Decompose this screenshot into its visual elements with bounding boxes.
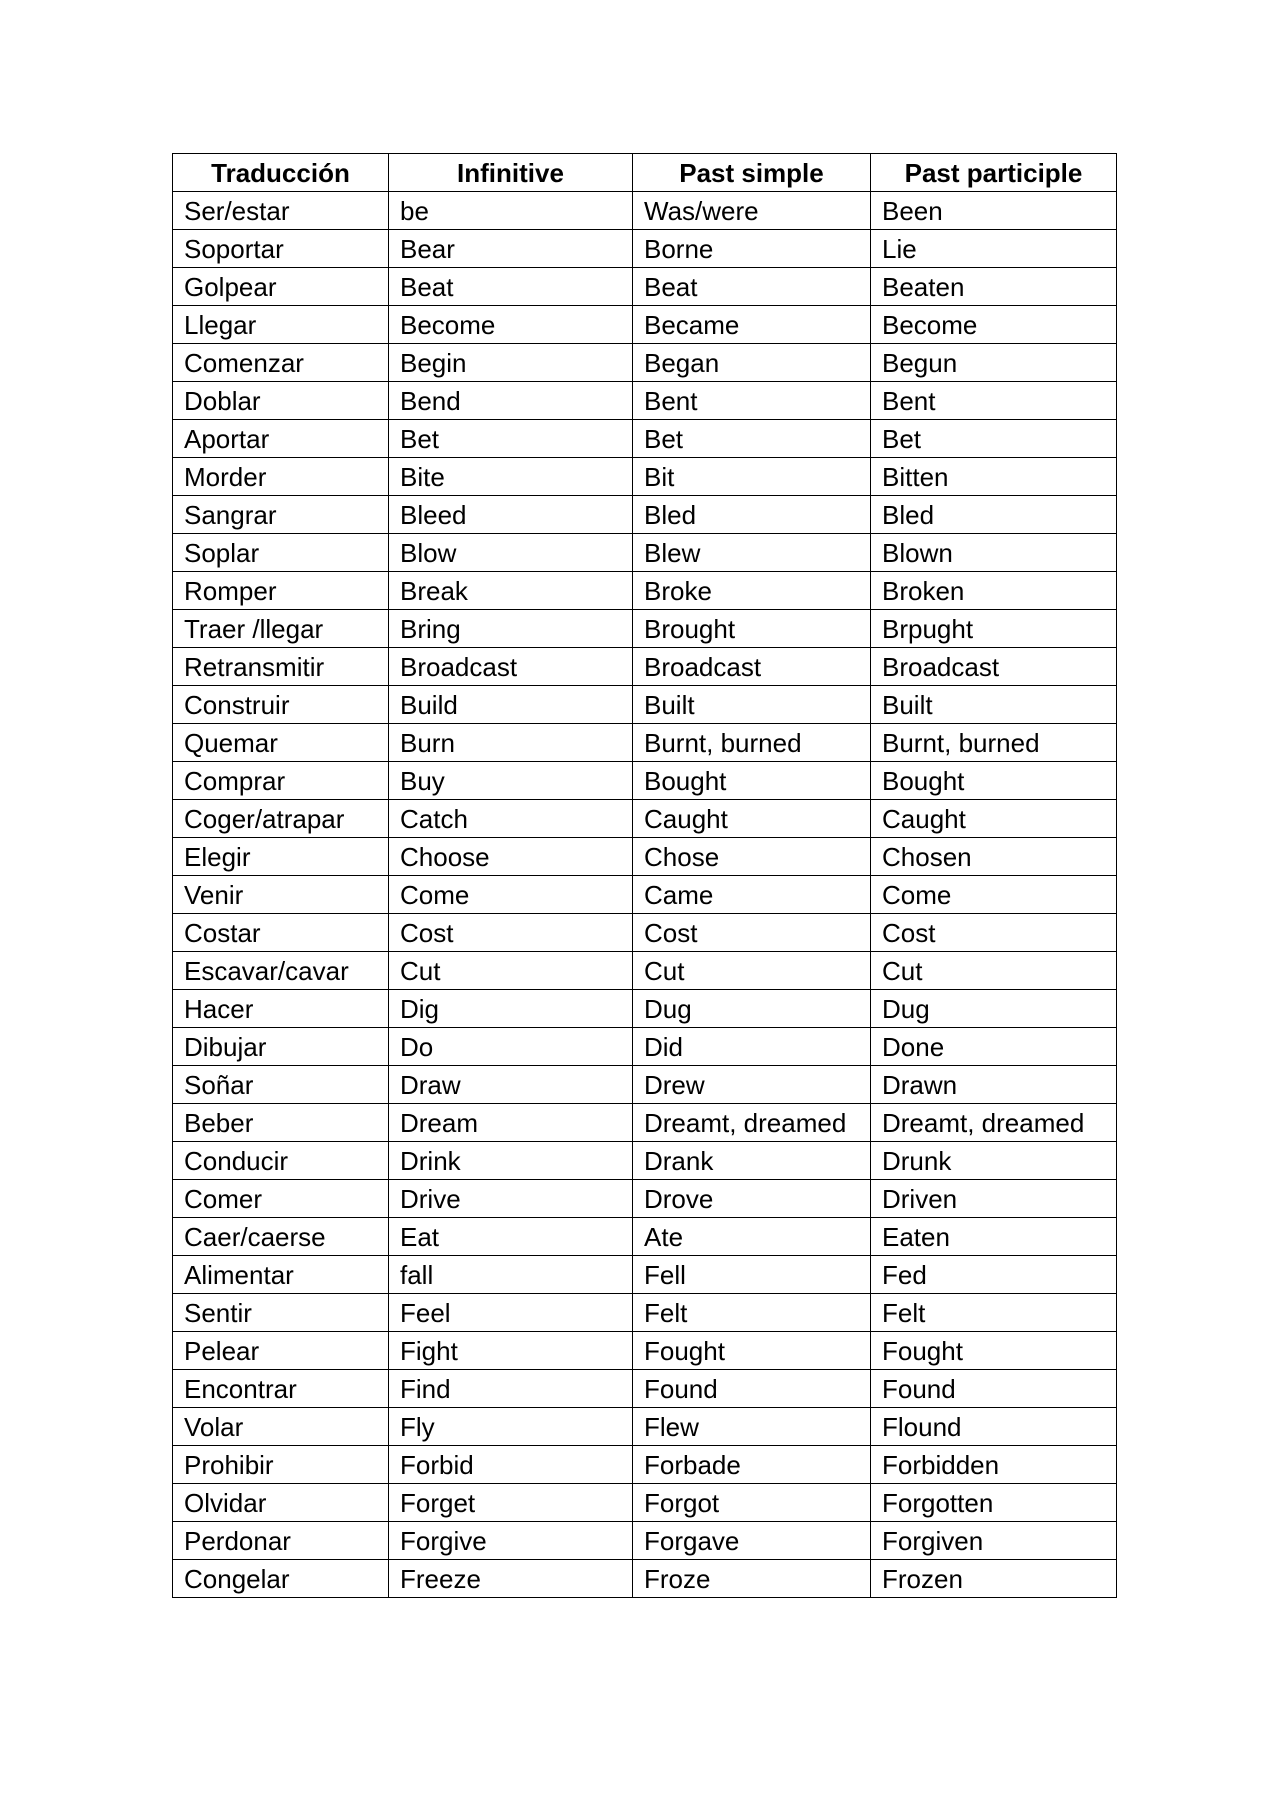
header-past-simple: Past simple [633,154,871,192]
header-traduccion: Traducción [173,154,389,192]
past-participle-cell: Fought [871,1332,1117,1370]
infinitive-cell: Do [389,1028,633,1066]
past-participle-cell: Come [871,876,1117,914]
past-simple-cell: Did [633,1028,871,1066]
table-row [173,1370,1117,1408]
infinitive-cell: be [389,192,633,230]
table-row [173,420,1117,458]
past-participle-cell: Lie [871,230,1117,268]
past-simple-cell: Drove [633,1180,871,1218]
infinitive-cell: Blow [389,534,633,572]
traduccion-cell: Caer/caerse [173,1218,389,1256]
table-row [173,762,1117,800]
header-row [173,154,1117,192]
traduccion-cell: Costar [173,914,389,952]
traduccion-cell: Comer [173,1180,389,1218]
traduccion-cell: Beber [173,1104,389,1142]
table-row [173,838,1117,876]
past-participle-cell: Bet [871,420,1117,458]
traduccion-cell: Coger/atrapar [173,800,389,838]
table-row [173,648,1117,686]
table-row [173,1446,1117,1484]
past-participle-cell: Burnt, burned [871,724,1117,762]
traduccion-cell: Morder [173,458,389,496]
infinitive-cell: Begin [389,344,633,382]
table-row [173,534,1117,572]
table-row [173,458,1117,496]
traduccion-cell: Sentir [173,1294,389,1332]
past-simple-cell: Forbade [633,1446,871,1484]
past-simple-cell: Came [633,876,871,914]
past-simple-cell: Was/were [633,192,871,230]
past-simple-cell: Began [633,344,871,382]
past-participle-cell: Drawn [871,1066,1117,1104]
traduccion-cell: Golpear [173,268,389,306]
infinitive-cell: Eat [389,1218,633,1256]
infinitive-cell: Fight [389,1332,633,1370]
infinitive-cell: Bet [389,420,633,458]
traduccion-cell: Prohibir [173,1446,389,1484]
past-simple-cell: Bet [633,420,871,458]
past-simple-cell: Cut [633,952,871,990]
infinitive-cell: Choose [389,838,633,876]
past-simple-cell: Drank [633,1142,871,1180]
traduccion-cell: Elegir [173,838,389,876]
table-row [173,1408,1117,1446]
irregular-verbs-table [172,153,1117,1598]
infinitive-cell: Bite [389,458,633,496]
table-row [173,230,1117,268]
traduccion-cell: Ser/estar [173,192,389,230]
past-participle-cell: Beaten [871,268,1117,306]
past-simple-cell: Blew [633,534,871,572]
past-participle-cell: Bent [871,382,1117,420]
traduccion-cell: Dibujar [173,1028,389,1066]
past-simple-cell: Bent [633,382,871,420]
past-participle-cell: Bought [871,762,1117,800]
table-row [173,344,1117,382]
table-row [173,1256,1117,1294]
traduccion-cell: Construir [173,686,389,724]
past-simple-cell: Chose [633,838,871,876]
traduccion-cell: Venir [173,876,389,914]
traduccion-cell: Congelar [173,1560,389,1598]
past-participle-cell: Blown [871,534,1117,572]
table-row [173,1028,1117,1066]
past-participle-cell: Forbidden [871,1446,1117,1484]
past-participle-cell: Cost [871,914,1117,952]
past-simple-cell: Dug [633,990,871,1028]
past-simple-cell: Found [633,1370,871,1408]
infinitive-cell: Bring [389,610,633,648]
infinitive-cell: Bend [389,382,633,420]
past-participle-cell: Dug [871,990,1117,1028]
past-simple-cell: Bought [633,762,871,800]
past-participle-cell: Chosen [871,838,1117,876]
traduccion-cell: Soplar [173,534,389,572]
traduccion-cell: Soportar [173,230,389,268]
past-participle-cell: Driven [871,1180,1117,1218]
table-row [173,1332,1117,1370]
traduccion-cell: Volar [173,1408,389,1446]
past-simple-cell: Burnt, burned [633,724,871,762]
past-participle-cell: Done [871,1028,1117,1066]
infinitive-cell: Cost [389,914,633,952]
infinitive-cell: Dig [389,990,633,1028]
table-row [173,686,1117,724]
infinitive-cell: Forget [389,1484,633,1522]
traduccion-cell: Pelear [173,1332,389,1370]
past-participle-cell: Broken [871,572,1117,610]
table-row [173,876,1117,914]
table-row [173,1142,1117,1180]
past-participle-cell: Forgotten [871,1484,1117,1522]
past-participle-cell: Become [871,306,1117,344]
table-row [173,952,1117,990]
infinitive-cell: Catch [389,800,633,838]
table-row [173,1522,1117,1560]
table-row [173,268,1117,306]
traduccion-cell: Olvidar [173,1484,389,1522]
past-simple-cell: Cost [633,914,871,952]
header-past-participle: Past participle [871,154,1117,192]
infinitive-cell: Broadcast [389,648,633,686]
infinitive-cell: Dream [389,1104,633,1142]
table-row [173,1484,1117,1522]
traduccion-cell: Llegar [173,306,389,344]
header-infinitive: Infinitive [389,154,633,192]
past-simple-cell: Brought [633,610,871,648]
traduccion-cell: Doblar [173,382,389,420]
past-simple-cell: Drew [633,1066,871,1104]
past-simple-cell: Caught [633,800,871,838]
table-row [173,496,1117,534]
past-participle-cell: Broadcast [871,648,1117,686]
past-participle-cell: Dreamt, dreamed [871,1104,1117,1142]
table-row [173,1180,1117,1218]
past-simple-cell: Broke [633,572,871,610]
past-simple-cell: Ate [633,1218,871,1256]
table-row [173,914,1117,952]
past-simple-cell: Became [633,306,871,344]
traduccion-cell: Soñar [173,1066,389,1104]
table-row [173,1066,1117,1104]
infinitive-cell: Cut [389,952,633,990]
past-participle-cell: Felt [871,1294,1117,1332]
past-simple-cell: Bit [633,458,871,496]
past-participle-cell: Caught [871,800,1117,838]
traduccion-cell: Encontrar [173,1370,389,1408]
past-simple-cell: Fell [633,1256,871,1294]
traduccion-cell: Comenzar [173,344,389,382]
past-participle-cell: Been [871,192,1117,230]
past-simple-cell: Bled [633,496,871,534]
table-row [173,192,1117,230]
past-simple-cell: Fought [633,1332,871,1370]
infinitive-cell: Drive [389,1180,633,1218]
infinitive-cell: Forgive [389,1522,633,1560]
traduccion-cell: Hacer [173,990,389,1028]
infinitive-cell: Buy [389,762,633,800]
past-participle-cell: Cut [871,952,1117,990]
table-row [173,572,1117,610]
infinitive-cell: Feel [389,1294,633,1332]
table-row [173,724,1117,762]
past-participle-cell: Bitten [871,458,1117,496]
infinitive-cell: Draw [389,1066,633,1104]
table-row [173,610,1117,648]
past-participle-cell: Brpught [871,610,1117,648]
infinitive-cell: Find [389,1370,633,1408]
past-participle-cell: Frozen [871,1560,1117,1598]
table-row [173,1104,1117,1142]
table-row [173,800,1117,838]
past-simple-cell: Built [633,686,871,724]
table-body [173,192,1117,1598]
past-simple-cell: Broadcast [633,648,871,686]
traduccion-cell: Traer /llegar [173,610,389,648]
past-simple-cell: Dreamt, dreamed [633,1104,871,1142]
table-row [173,1560,1117,1598]
past-simple-cell: Borne [633,230,871,268]
traduccion-cell: Comprar [173,762,389,800]
past-participle-cell: Begun [871,344,1117,382]
past-participle-cell: Forgiven [871,1522,1117,1560]
infinitive-cell: Bear [389,230,633,268]
traduccion-cell: Aportar [173,420,389,458]
infinitive-cell: Build [389,686,633,724]
infinitive-cell: Fly [389,1408,633,1446]
past-simple-cell: Felt [633,1294,871,1332]
infinitive-cell: Burn [389,724,633,762]
past-simple-cell: Beat [633,268,871,306]
infinitive-cell: fall [389,1256,633,1294]
past-participle-cell: Eaten [871,1218,1117,1256]
traduccion-cell: Perdonar [173,1522,389,1560]
past-participle-cell: Drunk [871,1142,1117,1180]
infinitive-cell: Break [389,572,633,610]
traduccion-cell: Retransmitir [173,648,389,686]
table-header [173,154,1117,192]
traduccion-cell: Quemar [173,724,389,762]
past-participle-cell: Bled [871,496,1117,534]
traduccion-cell: Alimentar [173,1256,389,1294]
past-participle-cell: Built [871,686,1117,724]
infinitive-cell: Drink [389,1142,633,1180]
traduccion-cell: Escavar/cavar [173,952,389,990]
infinitive-cell: Bleed [389,496,633,534]
infinitive-cell: Come [389,876,633,914]
past-participle-cell: Flound [871,1408,1117,1446]
table-row [173,1294,1117,1332]
infinitive-cell: Forbid [389,1446,633,1484]
table-row [173,990,1117,1028]
traduccion-cell: Conducir [173,1142,389,1180]
past-simple-cell: Forgot [633,1484,871,1522]
past-simple-cell: Flew [633,1408,871,1446]
infinitive-cell: Become [389,306,633,344]
table-row [173,306,1117,344]
table-row [173,382,1117,420]
traduccion-cell: Romper [173,572,389,610]
past-participle-cell: Found [871,1370,1117,1408]
past-simple-cell: Froze [633,1560,871,1598]
table-row [173,1218,1117,1256]
traduccion-cell: Sangrar [173,496,389,534]
infinitive-cell: Freeze [389,1560,633,1598]
past-simple-cell: Forgave [633,1522,871,1560]
past-participle-cell: Fed [871,1256,1117,1294]
infinitive-cell: Beat [389,268,633,306]
